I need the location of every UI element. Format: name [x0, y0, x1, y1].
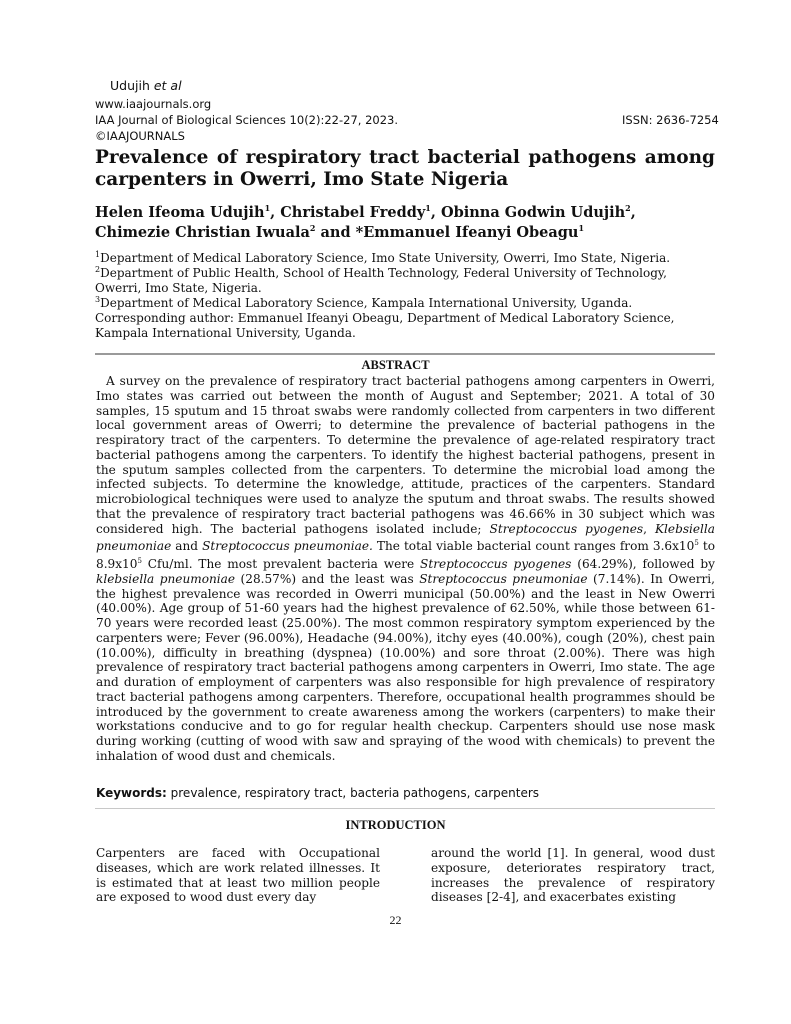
- organism-name: Streptococcus pneumoniae: [419, 571, 588, 586]
- author-name: Chimezie Christian Iwuala: [95, 224, 310, 241]
- author-affiliation-marker: 2: [309, 223, 316, 234]
- introduction-column-right: around the world [1]. In general, wood dust exposure, deteriorates respiratory tract, increases the prevalence of respiratory diseases [2-4], and exacerbates existing: [431, 846, 715, 905]
- author-affiliation-marker: 2: [625, 203, 631, 214]
- abstract-heading: ABSTRACT: [361, 358, 430, 372]
- author-affiliation-marker: 1: [264, 203, 271, 214]
- organism-name: klebsiella pneumoniae: [96, 571, 236, 586]
- affiliation-2: $^2$Department of Public Health, School of Health Technology, Federal University of Technology, Owerri, Imo State, Nigeria.: [95, 265, 667, 295]
- corresponding-author: Corresponding author: Emmanuel Ifeanyi Obeagu, Department of Medical Laboratory Science, Kampala International University, Uganda.: [95, 311, 675, 340]
- author-name: Christabel Freddy: [280, 204, 426, 221]
- keywords-label: Keywords:: [96, 786, 167, 800]
- author-list: Helen Ifeoma Udujih$^1$, Christabel Freddy$^1$, Obinna Godwin Udujih$^2$, Chimezie Christian Iwuala$^2$ and *Emmanuel Ifeanyi Obeagu$^1$: [95, 203, 636, 241]
- affiliation-1: $^1$Department of Medical Laboratory Science, Imo State University, Owerri, Imo State, Nigeria.: [95, 250, 671, 265]
- page-number: 22: [389, 913, 402, 927]
- organism-name: Klebsiella pneumoniae: [96, 521, 715, 554]
- running-author-suffix: et al: [153, 78, 182, 93]
- introduction-column-left: Carpenters are faced with Occupational diseases, which are work related illnesses. It is estimated that at least two million people are exposed to wood dust every day: [96, 846, 380, 905]
- author-name: Obinna Godwin Udujih: [440, 204, 626, 221]
- copyright: ©IAAJOURNALS: [95, 129, 185, 143]
- section-divider: [95, 353, 715, 355]
- affiliation-3: $^3$Department of Medical Laboratory Science, Kampala International University, Uganda.: [95, 295, 633, 310]
- abstract-body: A survey on the prevalence of respiratory tract bacterial pathogens among carpenters in Owerri, Imo states was carried out between the month of August and September; 2021. A total of 30 samples, 15 sputum and 15 throat swabs were randomly collected from carpenters in two different local government areas of Owerri; to determine the prevalence of bacterial pathogens in the respiratory tract of the carpenters. To determine the prevalence of age-related respiratory tract bacterial pathogens among the carpenters. To identify the highest bacterial pathogens, present in the sputum samples collected from the carpenters. To determine the microbial load among the infected subjects. To determine the knowledge, attitude, practices of the carpenters. Standard microbiological techniques were used to analyze the sputum and throat swabs. The results showed that the prevalence of respiratory tract bacterial pathogens was 46.66% in 30 subject which was considered high. The bacterial pathogens isolated include; Streptococcus pyogenes, Klebsiella pneumoniae and Streptococcus pneumoniae. The total viable bacterial count ranges from $3.6x10^5$ to $8.9x10^5$ Cfu/ml. The most prevalent bacteria were Streptococcus pyogenes (64.29%), followed by klebsiella pneumoniae (28.57%) and the least was Streptococcus pneumoniae (7.14%). In Owerri, the highest prevalence was recorded in Owerri municipal (50.00%) and the least in New Owerri (40.00%). Age group of 51-60 years had the highest prevalence of 62.50%, while those between 61-70 years were recorded least (25.00%). The most common respiratory symptom experienced by the carpenters were; Fever (96.00%), Headache (94.00%), itchy eyes (40.00%), cough (20%), chest pain (10.00%), difficulty in breathing (dyspnea) (10.00%) and sore throat (2.00%). There was high prevalence of respiratory tract bacterial pathogens among carpenters in Owerri, Imo state. The age and duration of employment of carpenters was also responsible for high prevalence of respiratory tract bacterial pathogens among carpenters. Therefore, occupational health programmes should be introduced by the government to create awareness among the workers (carpenters) to make their workstations conducive and to go for regular health checkup. Carpenters should use nose mask during working (cutting of wood with saw and spraying of the wood with chemicals) to prevent the inhalation of wood dust and chemicals.: [96, 374, 716, 763]
- running-author: Udujih et al: [110, 78, 182, 93]
- author-name: Helen Ifeoma Udujih: [95, 204, 265, 221]
- journal-citation: IAA Journal of Biological Sciences 10(2):22-27, 2023.: [95, 113, 399, 127]
- section-divider: [95, 808, 715, 809]
- organism-name: Streptococcus pyogenes: [489, 521, 644, 536]
- keywords: Keywords: prevalence, respiratory tract, bacteria pathogens, carpenters: [96, 786, 540, 800]
- introduction-heading: INTRODUCTION: [345, 818, 446, 832]
- issn: ISSN: 2636-7254: [622, 113, 719, 127]
- organism-name: Streptococcus pyogenes: [420, 557, 572, 572]
- journal-website[interactable]: www.iaajournals.org: [95, 97, 212, 111]
- author-affiliation-marker: 1: [578, 223, 585, 234]
- author-affiliation-marker: 1: [425, 203, 431, 214]
- author-name: *Emmanuel Ifeanyi Obeagu: [355, 224, 579, 241]
- organism-name: Streptococcus pneumoniae.: [202, 539, 373, 554]
- article-title: Prevalence of respiratory tract bacterial pathogens among carpenters in Owerri, Imo State Nigeria: [95, 147, 715, 190]
